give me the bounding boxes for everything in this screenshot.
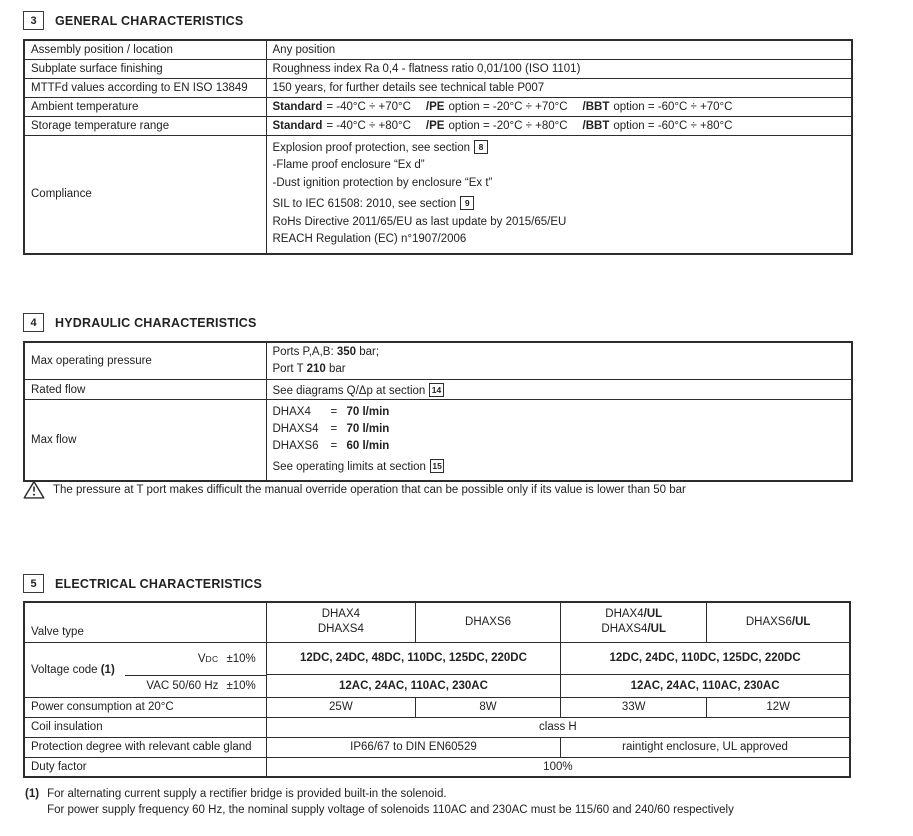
table-row [24,342,852,380]
power-value: 12W [707,697,850,717]
warning-text: The pressure at T port makes difficult the manual override operation that can be possible only if its value is lower than 50 bar [53,483,686,496]
table-row [24,135,852,254]
row-value: 150 years, for further details see technical table P007 [266,78,852,97]
section-ref-badge: 8 [474,140,488,154]
section-number-badge: 4 [23,313,44,332]
section-ref-badge: 9 [460,196,474,210]
footnote [25,786,734,818]
table-row [24,400,852,482]
row-value: Ports P,A,B: 350 bar; Port T 210 bar [266,342,852,380]
hydraulic-characteristics-table [23,341,853,482]
row-label: Duty factor [24,757,266,777]
coil-value: class H [266,717,850,737]
protection-value-standard: IP66/67 to DIN EN60529 [266,737,560,757]
section-ref-badge: 15 [430,459,444,473]
section-number-badge: 5 [23,574,44,593]
footnote-text: For alternating current supply a rectifier bridge is provided built-in the solenoid. For power supply frequency 60 Hz, the nominal supply voltage of solenoids 110AC and 230AC must be 115/60 and 240/60 respectively [47,788,734,816]
vdc-values-ul: 12DC, 24DC, 110DC, 125DC, 220DC [561,642,850,675]
valve-column-header: DHAXS6 [415,602,560,642]
footnote-marker: (1) [25,788,40,800]
table-row [24,78,852,97]
table-row [24,59,852,78]
vac-sublabel: VAC 50/60 Hz ±10% [146,680,256,692]
section-header-electrical [23,574,262,593]
table-row-voltage-dc [24,642,850,675]
row-label: Power consumption at 20°C [24,697,266,717]
section-header-general [23,11,243,30]
row-label: Assembly position / location [24,40,266,59]
valve-column-header: DHAX4/UL DHAXS4/UL [561,602,707,642]
row-label: Coil insulation [24,717,266,737]
row-label: Storage temperature range [24,116,266,135]
section-title: GENERAL CHARACTERISTICS [55,13,244,28]
table-row-coil [24,717,850,737]
vac-values-standard: 12AC, 24AC, 110AC, 230AC [266,675,560,697]
row-label: Subplate surface finishing [24,59,266,78]
table-row-protection [24,737,850,757]
duty-value: 100% [266,757,850,777]
row-label: Protection degree with relevant cable gland [24,737,266,757]
row-value: DHAX4 = 70 l/min DHAXS4 = 70 l/min DHAXS6 = 60 l/min See operating limits at section 15 [266,400,852,482]
row-value: See diagrams Q/Δp at section 14 [266,380,852,400]
warning-note [23,480,686,499]
vac-values-ul: 12AC, 24AC, 110AC, 230AC [561,675,850,697]
row-value: Standard = -40°C ÷ +70°C /PE option = -20°C ÷ +70°C /BBT option = -60°C ÷ +70°C [266,97,852,116]
section-title: ELECTRICAL CHARACTERISTICS [55,576,263,591]
power-value: 25W [266,697,415,717]
valve-column-header: DHAX4 DHAXS4 [266,602,415,642]
table-row [24,380,852,400]
vdc-values-standard: 12DC, 24DC, 48DC, 110DC, 125DC, 220DC [266,642,560,675]
table-row-duty [24,757,850,777]
section-number-badge: 3 [23,11,44,30]
power-value: 8W [415,697,560,717]
section-ref-badge: 14 [429,383,443,397]
section-header-hydraulic [23,313,257,332]
valve-column-header: DHAXS6/UL [707,602,850,642]
power-value: 33W [561,697,707,717]
table-row [24,40,852,59]
general-characteristics-table [23,39,853,255]
row-value: Standard = -40°C ÷ +80°C /PE option = -20°C ÷ +80°C /BBT option = -60°C ÷ +80°C [266,116,852,135]
protection-value-ul: raintight enclosure, UL approved [561,737,850,757]
table-row [24,116,852,135]
voltage-code-cell: Voltage code (1) V DC ±10% VAC 50/60 Hz ±10% [24,642,266,697]
electrical-characteristics-table [23,601,851,778]
row-label: Max operating pressure [24,342,266,380]
table-row-power [24,697,850,717]
section-title: HYDRAULIC CHARACTERISTICS [55,315,257,330]
table-row-valve-type [24,602,850,642]
row-value: Explosion proof protection, see section 8 -Flame proof enclosure “Ex d” -Dust ignition protection by enclosure “Ex t” SIL to IEC 61508: 2010, see section 9 RoHs Directive 2011/65/EU as last update by 2015/65/EU REACH Regulation (EC) n°1907/2006 [266,135,852,254]
warning-icon [23,480,45,499]
table-row [24,97,852,116]
row-value: Roughness index Ra 0,4 - flatness ratio 0,01/100 (ISO 1101) [266,59,852,78]
row-label: Rated flow [24,380,266,400]
row-label: Max flow [24,400,266,482]
vdc-sublabel: V DC ±10% [125,643,266,676]
row-label: Valve type [24,602,266,642]
row-label: MTTFd values according to EN ISO 13849 [24,78,266,97]
row-label: Compliance [24,135,266,254]
row-label: Ambient temperature [24,97,266,116]
row-value: Any position [266,40,852,59]
